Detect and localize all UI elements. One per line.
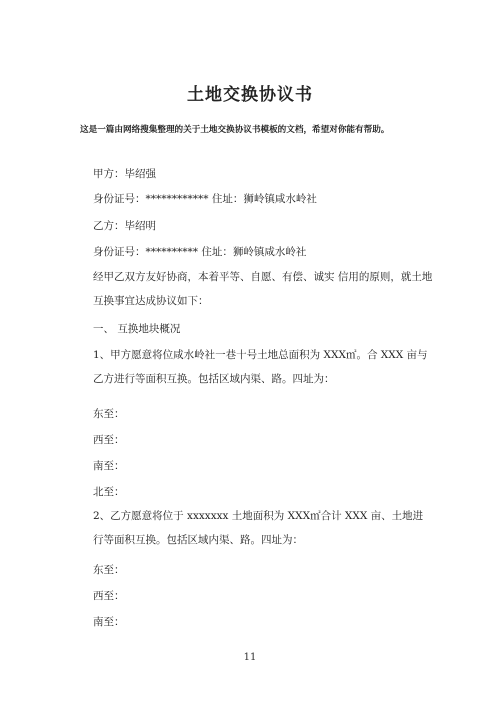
clause-2: 2、乙方愿意将位于 xxxxxxx 土地面积为 XXX㎡合计 XXX 亩、土地进行等面积互换。包括区域内渠、路。四址为： <box>93 510 424 546</box>
clause-1-south: 南至： <box>93 460 125 472</box>
document-title: 土地交换协议书 <box>187 85 313 105</box>
clause-2-west: 西至： <box>93 590 125 602</box>
clause-2-east: 东至： <box>93 564 125 576</box>
clause-1-north: 北至： <box>93 486 125 498</box>
clause-1-east: 东至： <box>93 408 125 420</box>
clause-1-west: 西至： <box>93 434 125 446</box>
party-a-id-address: 身份证号：************ 住址：狮岭镇咸水岭社 <box>93 193 317 205</box>
party-a: 甲方：毕绍强 <box>93 168 156 180</box>
party-b: 乙方：毕绍明 <box>93 220 156 232</box>
party-b-id-address: 身份证号：********** 住址：狮岭镇咸水岭社 <box>93 246 307 258</box>
agreement-preamble: 经甲乙双方友好协商，本着平等、自愿、有偿、诚实 信用的原则，就土地互换事宜达成协议如下： <box>93 271 433 307</box>
document-intro: 这是一篇由网络搜集整理的关于土地交换协议书模板的文档，希望对你能有帮助。 <box>80 125 390 135</box>
clause-1: 1、甲方愿意将位咸水岭社一巷十号土地总面积为 XXX㎡。合 XXX 亩与乙方进行等面积互换。包括区域内渠、路。四址为： <box>93 349 428 385</box>
page-number: 11 <box>243 652 257 663</box>
section-heading-1: 一、 互换地块概况 <box>93 323 181 335</box>
clause-2-south: 南至： <box>93 616 125 628</box>
